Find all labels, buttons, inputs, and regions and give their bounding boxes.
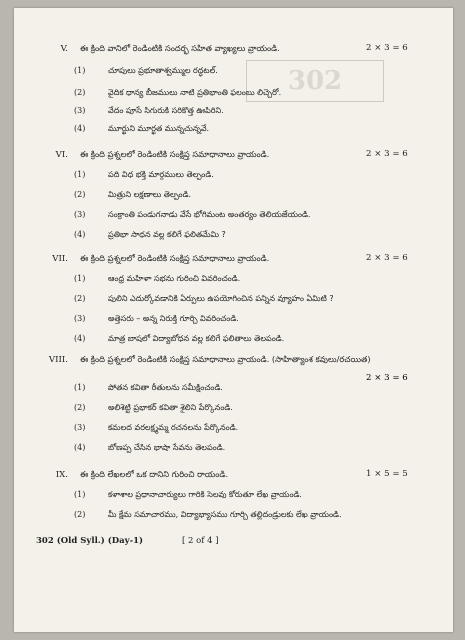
sub-question-number: (4)	[74, 124, 86, 133]
sub-question	[14, 66, 453, 78]
question-text: ఈ క్రింది వానిలో రెండింటికి సందర్భ సహిత వ్యాఖ్యలు వ్రాయండి.	[80, 43, 280, 53]
faded-stamp: 302	[246, 60, 384, 102]
question-text: ఈ క్రింది ప్రశ్నలలో రెండింటికి సంక్షిప్త సమాధానాలు వ్రాయండి. (సాహిత్యాంశ కవులు/రచయిత)	[80, 354, 371, 364]
sub-question-text: వైదిక ధాన్య బీజములు నాటి ప్రతిభాంతి ఫలంబు లిచ్చెరో.	[108, 88, 282, 97]
sub-question	[14, 314, 453, 326]
sub-question-text: చూపులు ప్రభూతాశ్వమ్ముల రద్ధటల్.	[108, 66, 218, 75]
exam-page	[14, 8, 453, 632]
question-number: VI.	[55, 150, 68, 160]
question-header	[14, 148, 453, 162]
sub-question-text: పోతన కవితా రీతులను సమీక్షించండి.	[108, 383, 223, 392]
sub-question-number: (2)	[74, 403, 86, 412]
question-marks: 2 × 3 = 6	[366, 149, 408, 159]
sub-question	[14, 403, 453, 415]
question-header	[14, 468, 453, 482]
question-number: VIII.	[48, 355, 68, 365]
question-header	[14, 42, 453, 56]
sub-question-text: అలిశెట్టి ప్రభాకర్ కవితా శైలిని పేర్కొనండి.	[108, 403, 233, 412]
sub-question	[14, 124, 453, 136]
sub-question	[14, 510, 453, 522]
sub-question-number: (2)	[74, 88, 86, 97]
question-text: ఈ క్రింది లేఖలలో ఒక దానిని గురించి రాయండి.	[80, 469, 229, 479]
sub-question-number: (3)	[74, 106, 86, 115]
sub-question-number: (3)	[74, 423, 86, 432]
sub-question-text: ప్రతిభా సాధన వల్ల కలిగే ఫలితమేమి ?	[108, 230, 226, 239]
sub-question-number: (1)	[74, 274, 86, 283]
sub-question-text: మూర్ఖుని మూర్ఖత మున్నచున్నవే.	[108, 124, 210, 133]
sub-question-number: (4)	[74, 443, 86, 452]
page-footer	[14, 536, 453, 550]
sub-question	[14, 106, 453, 118]
sub-question	[14, 190, 453, 202]
sub-question	[14, 443, 453, 455]
question-number: VII.	[52, 254, 68, 264]
sub-question-number: (4)	[74, 334, 86, 343]
sub-question	[14, 230, 453, 242]
question-marks: 2 × 3 = 6	[366, 43, 408, 53]
sub-question-text: మిత్రుని లక్షణాలు తెల్పండి.	[108, 190, 192, 199]
sub-question-number: (1)	[74, 490, 86, 499]
sub-question	[14, 210, 453, 222]
sub-question	[14, 274, 453, 286]
sub-question-text: సంక్రాంతి పండుగనాడు వేసే భోగిమంట అంతర్యం తెలియజేయండి.	[108, 210, 311, 219]
question-marks: 1 × 5 = 5	[366, 469, 408, 479]
sub-question	[14, 88, 453, 100]
sub-question	[14, 294, 453, 306]
sub-question-text: మీ క్షేమ సమాచారము, విద్యాభ్యాసము గూర్చి తల్లిదండ్రులకు లేఖ వ్రాయండి.	[108, 510, 342, 519]
question-number: IX.	[55, 470, 68, 480]
question-number: V.	[60, 44, 68, 54]
sub-question	[14, 383, 453, 395]
sub-question-text: వేదం పూసే సిగురుకి సరికొత్త ఊపిరిని.	[108, 106, 224, 115]
sub-question-number: (1)	[74, 170, 86, 179]
sub-question-number: (3)	[74, 210, 86, 219]
sub-question-text: అత్తెసరు – అన్న నిరుక్తి గూర్చి వివరించండి.	[108, 314, 239, 323]
question-text: ఈ క్రింది ప్రశ్నలలో రెండింటికి సంక్షిప్త సమాధానాలు వ్రాయండి.	[80, 253, 270, 263]
sub-question-number: (1)	[74, 66, 86, 75]
sub-question-number: (3)	[74, 314, 86, 323]
question-header	[14, 353, 453, 367]
sub-question	[14, 423, 453, 435]
sub-question-text: ఆంధ్ర మహిళా సభను గురించి వివరించండి.	[108, 274, 241, 283]
sub-question	[14, 490, 453, 502]
sub-question-number: (4)	[74, 230, 86, 239]
sub-question-text: పులిని ఎదుర్కోవడానికి ఏర్పులు ఉపయోగించిన పన్నిన వ్యూహం ఏమిటి ?	[108, 294, 334, 303]
page-number: [ 2 of 4 ]	[182, 536, 219, 546]
question-text: ఈ క్రింది ప్రశ్నలలో రెండింటికి సంక్షిప్త సమాధానాలు వ్రాయండి.	[80, 149, 270, 159]
sub-question	[14, 170, 453, 182]
question-marks: 2 × 3 = 6	[366, 373, 408, 383]
sub-question-number: (2)	[74, 294, 86, 303]
sub-question-number: (2)	[74, 510, 86, 519]
sub-question-text: మాత్ర బాషలో విద్యాబోధన వల్ల కలిగే ఫలితాలు తెలపండి.	[108, 334, 285, 343]
sub-question	[14, 334, 453, 346]
sub-question-text: కమలద వరలక్ష్మమ్మ రచనలను పేర్కొనండి.	[108, 423, 239, 432]
sub-question-text: కళాశాల ప్రధానాచార్యులు గారికి సెలవు కోరుతూ లేఖ వ్రాయండి.	[108, 490, 302, 499]
sub-question-number: (2)	[74, 190, 86, 199]
sub-question-text: బోణప్ప చేసిన భాషా సేవను తెలపండి.	[108, 443, 226, 452]
paper-code: 302 (Old Syll.) (Day-1)	[36, 536, 144, 546]
sub-question-text: పది విధ భక్తి మార్గములు తెల్పండి.	[108, 170, 214, 179]
question-marks: 2 × 3 = 6	[366, 253, 408, 263]
question-header	[14, 252, 453, 266]
sub-question-number: (1)	[74, 383, 86, 392]
